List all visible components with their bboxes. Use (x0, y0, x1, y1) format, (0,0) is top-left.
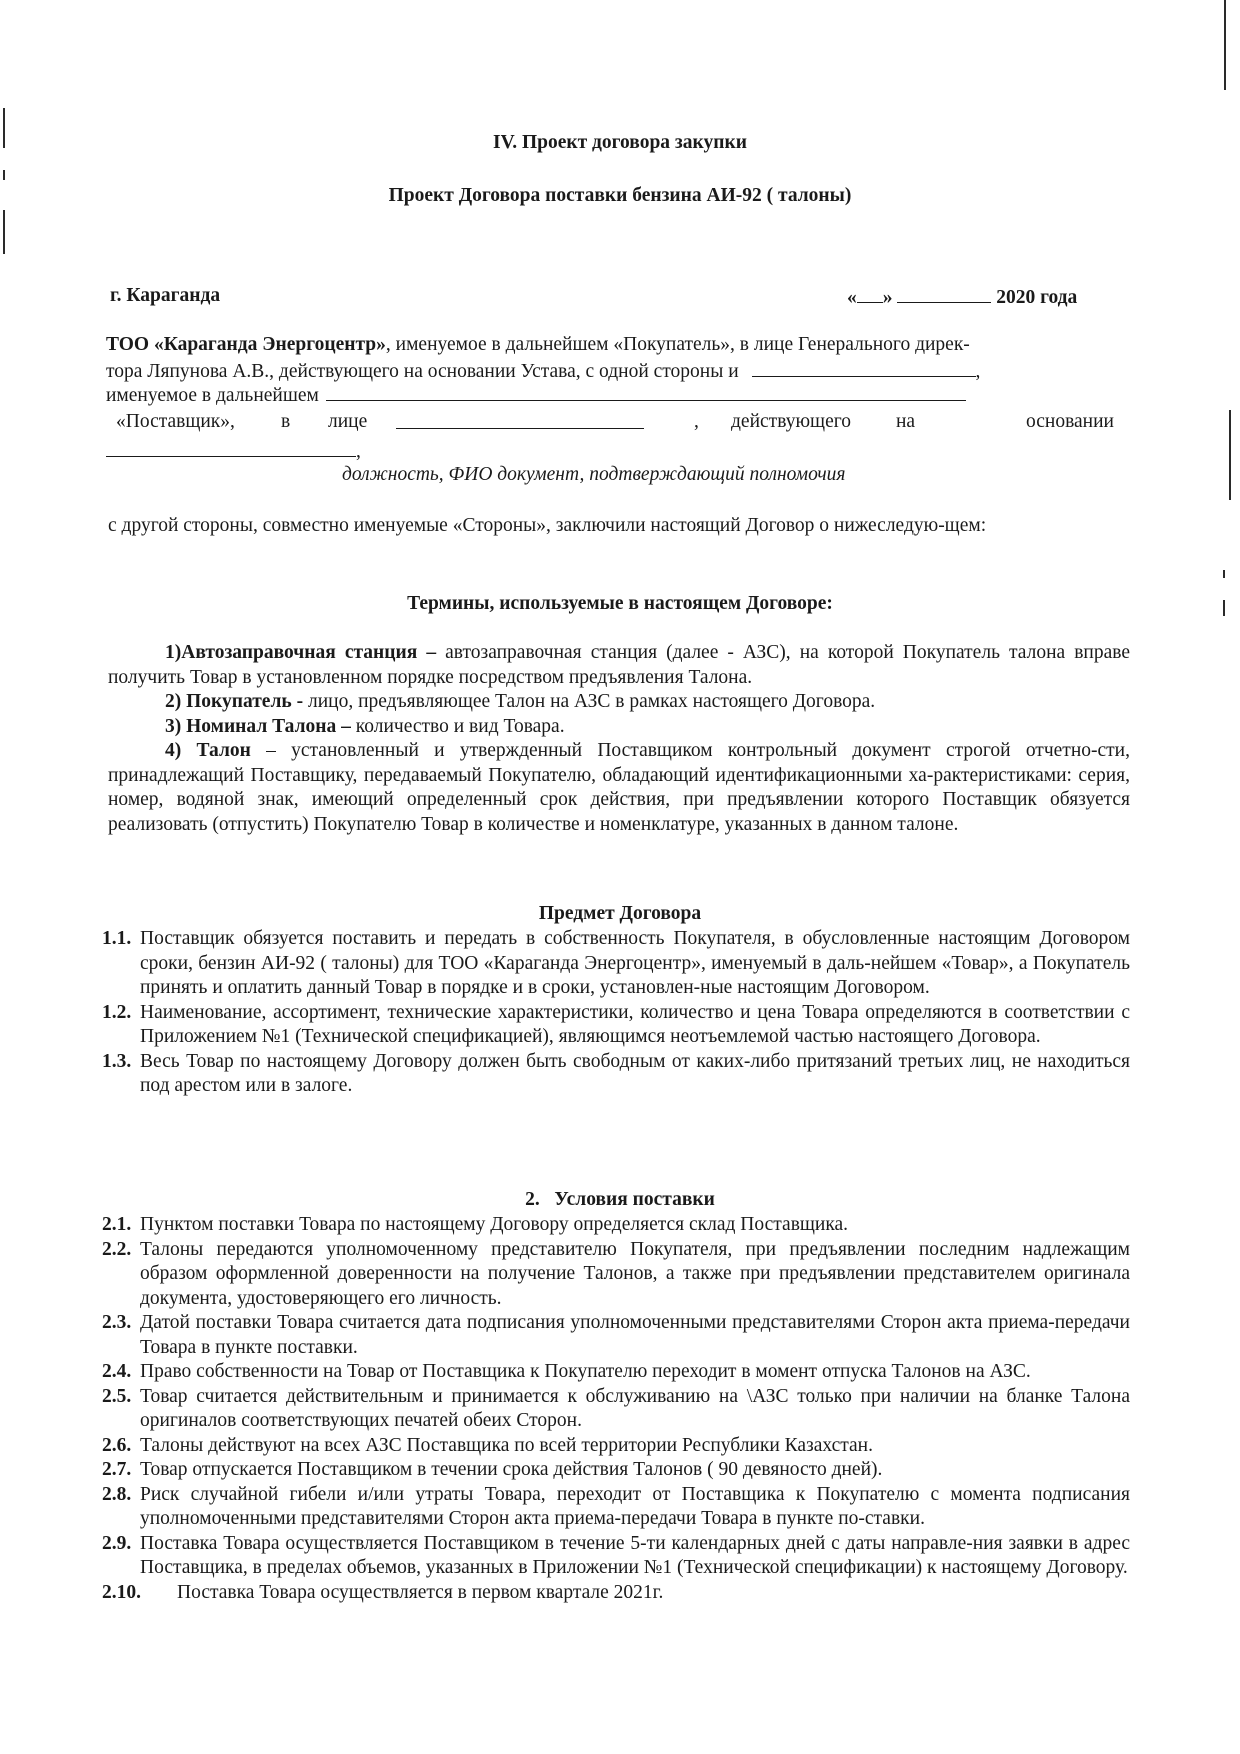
term-text: – установленный и утвержденный Поставщиком контрольный документ строгой отчетно-сти, принадлежащий Поставщику, передаваемый Покупателю, обладающий идентификационными ха-рактеристиками: серия, номер, водяной знак, имеющий определенный срок действия, при предъявлении которого Поставщик обязуется реализовать (отпустить) Покупателю Товар в количестве и номенклатуре, указанных в данном талоне. (108, 740, 1130, 835)
clause (102, 1311, 1130, 1360)
clause-number: 2.1. (102, 1214, 132, 1235)
delivery-heading: 2. Условия поставки (525, 1189, 715, 1210)
contract-year: 2020 года (996, 287, 1078, 308)
term-item (108, 715, 1130, 740)
clause-text: Пунктом поставки Товара по настоящему Договору определяется склад Поставщика. (140, 1214, 849, 1235)
scan-edge-mark (3, 210, 5, 254)
section-title: IV. Проект договора закупки (493, 132, 747, 153)
parties-text: именуемое в дальнейшем (106, 385, 319, 406)
term-name: 4) Талон (165, 740, 251, 761)
clause (102, 1385, 1130, 1434)
date-close-quote: » (882, 287, 893, 308)
city: г. Караганда (110, 285, 221, 306)
clause-number: 1.3. (102, 1050, 132, 1072)
month-blank (897, 284, 991, 303)
parties-closing: с другой стороны, совместно именуемые «Стороны», заключили настоящий Договор о нижеследую-щем: (108, 515, 987, 536)
delivery-list (102, 1213, 1130, 1605)
clause-number: 2.2. (102, 1238, 132, 1260)
parties-line-2: тора Ляпунова А.В., действующего на основании Устава, с одной стороны и , (106, 358, 1130, 385)
parties-text: , именуемое в дальнейшем «Покупатель», в лице Генерального дирек- (385, 334, 970, 355)
clause-text: Поставщик обязуется поставить и передать в собственность Покупателя, в обусловленные настоящим Договором сроки, бензин АИ-92 ( талоны) для ТОО «Караганда Энергоцентр», именуемый в даль-нейшем «Товар», а Покупатель принять и оплатить данный Товар в порядке и в сроки, установлен-ные настоящим Договором. (140, 928, 1130, 998)
clause (102, 1483, 1130, 1532)
clause-text: Товар отпускается Поставщиком в течении срока действия Талонов ( 90 девяносто дней). (140, 1459, 883, 1480)
term-text: автозаправочная станция (далее - АЗС), на которой Покупатель талона вправе получить Товар в установленном порядке посредством предъявления Талона. (108, 642, 1130, 688)
authority-document-blank (106, 438, 356, 457)
clause-text: Товар считается действительным и принимается к обслуживанию на \АЗС только при наличии на бланке Талона оригиналов соответствующих печатей обеих Сторон. (140, 1385, 1130, 1431)
clause-number: 1.1. (102, 928, 132, 949)
clause (102, 1238, 1130, 1312)
parties-text: «Поставщик», (116, 411, 235, 432)
scan-edge-mark (1224, 0, 1226, 90)
parties-text: тора Ляпунова А.В., действующего на основании Устава, с одной стороны и (106, 361, 739, 382)
terms-heading: Термины, используемые в настоящем Договоре: (407, 593, 833, 614)
clause (102, 1001, 1130, 1050)
clause-text: Поставка Товара осуществляется Поставщиком в течение 5-ти календарных дней с даты направле-ния заявки в адрес Поставщика, в пределах объемов, указанных в Приложении №1 (Технической спецификации) к настоящему Договору. (140, 1532, 1130, 1578)
document-title: Проект Договора поставки бензина АИ-92 ( талоны) (388, 185, 852, 206)
clause-text: Талоны действуют на всех АЗС Поставщика по всей территории Республики Казахстан. (140, 1434, 873, 1456)
clause-number: 2.4. (102, 1361, 132, 1382)
parties-text: действующего (731, 411, 851, 432)
term-text: количество и вид Товара. (350, 715, 565, 737)
term-text: лицо, предъявляющее Талон на АЗС в рамках настоящего Договора. (303, 691, 876, 712)
parties-line-1 (106, 333, 1130, 358)
clause (102, 1434, 1130, 1459)
clause-text: Риск случайной гибели и/или утраты Товара, переходит от Поставщика к Покупателю с момента подписания уполномоченными представителями Сторон акта приема-передачи Товара в пункте по-ставки. (140, 1483, 1130, 1529)
clause (102, 1458, 1130, 1483)
term-name: 1)Автозаправочная станция – (165, 642, 437, 663)
clause (102, 1532, 1130, 1581)
parties-text: в (281, 411, 291, 432)
supplier-alias-blank (326, 382, 966, 401)
contract-date (847, 284, 1077, 311)
clause-number: 2.6. (102, 1434, 132, 1456)
date-open-quote: « (847, 287, 857, 308)
clause-number: 2.10. (102, 1581, 141, 1603)
parties-line-5: , (106, 438, 1130, 465)
parties-text: основании (1026, 411, 1114, 432)
clause (102, 927, 1130, 1001)
parties-line-3 (106, 382, 1130, 409)
subject-list (102, 927, 1130, 1099)
clause-number: 2.9. (102, 1532, 132, 1554)
supplier-name-blank (752, 358, 976, 377)
clause-number: 2.8. (102, 1483, 132, 1505)
clause-text: Поставка Товара осуществляется в первом квартале 2021г. (177, 1581, 664, 1603)
scan-edge-mark (1229, 410, 1231, 500)
parties-text: , (694, 411, 699, 432)
clause-text: Датой поставки Товара считается дата подписания уполномоченными представителями Сторон акта приема-передачи Товара в пункте поставки. (140, 1312, 1130, 1358)
subject-heading: Предмет Договора (538, 903, 702, 924)
clause (102, 1581, 1130, 1606)
term-item (108, 690, 1130, 715)
scan-edge-mark (1223, 570, 1225, 578)
term-item (108, 739, 1130, 837)
term-name: 3) Номинал Талона – (165, 715, 351, 737)
scan-edge-mark (3, 170, 5, 180)
blank-hint: должность, ФИО документ, подтверждающий полномочия (342, 464, 846, 485)
clause-number: 2.3. (102, 1312, 132, 1333)
clause-text: Право собственности на Товар от Поставщика к Покупателю переходит в момент отпуска Талонов на АЗС. (140, 1361, 1031, 1382)
term-name: 2) Покупатель - (165, 691, 304, 712)
day-blank (857, 284, 883, 303)
clause (102, 1213, 1130, 1238)
term-item (108, 641, 1130, 690)
clause (102, 1360, 1130, 1385)
terms-list (108, 641, 1130, 837)
parties-text: лице (328, 411, 368, 432)
buyer-name: ТОО «Караганда Энергоцентр» (106, 334, 386, 355)
clause-number: 2.7. (102, 1459, 132, 1480)
clause-number: 1.2. (102, 1001, 132, 1023)
clause-text: Наименование, ассортимент, технические характеристики, количество и цена Товара определяются в соответствии с Приложением №1 (Технической спецификацией), являющимся неотъемлемой частью настоящего Договора. (140, 1001, 1130, 1047)
clause-text: Талоны передаются уполномоченному представителю Покупателя, при предъявлении последним надлежащим образом оформленной доверенности на получение Талонов, а также при предъявлении представителем оригинала документа, удостоверяющего его личность. (140, 1238, 1130, 1309)
clause-text: Весь Товар по настоящему Договору должен быть свободным от каких-либо притязаний третьих лиц, не находиться под арестом или в залоге. (140, 1050, 1130, 1096)
representative-blank (396, 410, 644, 429)
clause-number: 2.5. (102, 1385, 132, 1407)
clause (102, 1050, 1130, 1099)
parties-text: на (896, 411, 916, 432)
